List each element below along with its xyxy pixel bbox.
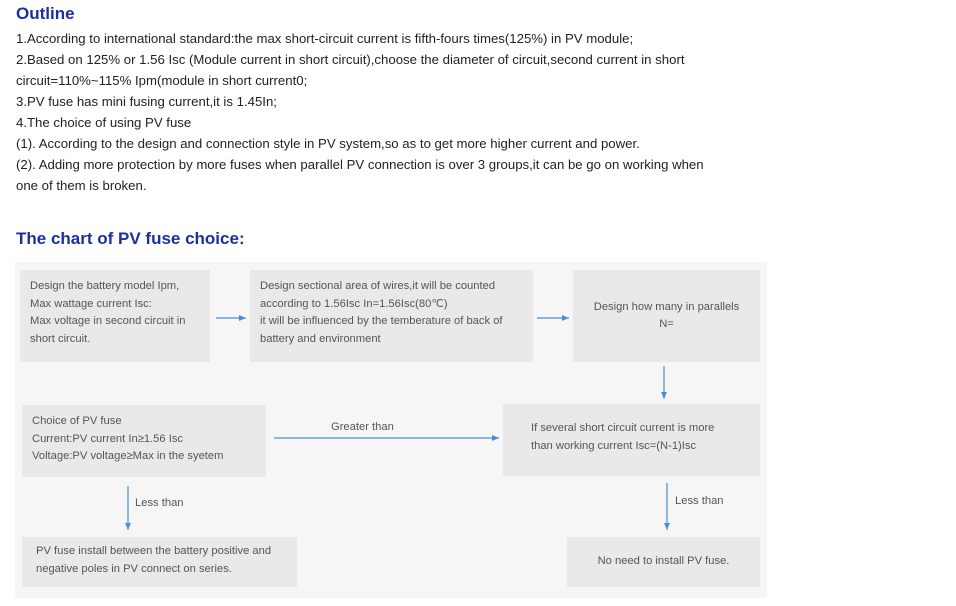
box-wires-line: battery and environment (260, 332, 381, 345)
box-battery-line: Max wattage current Isc: (30, 297, 152, 310)
label-less-than-left: Less than (135, 497, 184, 509)
chart-title: The chart of PV fuse choice: (16, 229, 245, 248)
outline-title: Outline (16, 4, 75, 23)
box-battery-line: Design the battery model Ipm, (30, 280, 180, 292)
outline-line: 3.PV fuse has mini fusing current,it is 1.45In; (16, 94, 277, 109)
box-parallels-line: N= (659, 318, 674, 330)
box-no-need-line: No need to install PV fuse. (597, 555, 730, 568)
outline-line: one of them is broken. (16, 178, 147, 193)
label-less-than-right: Less than (675, 495, 724, 507)
box-wires-line: Design sectional area of wires,it will be counted (260, 280, 496, 292)
box-choice-line: Voltage:PV voltage≥Max in the syetem (32, 450, 224, 462)
box-short-circuit-line: If several short circuit current is more (531, 422, 715, 434)
outline-line: (2). Adding more protection by more fuses when parallel PV connection is over 3 groups,it can be go on working when (16, 157, 704, 172)
outline-line: (1). According to the design and connection style in PV system,so as to get more higher current and power. (16, 136, 640, 151)
outline-line: 1.According to international standard:the max short-circuit current is fifth-fours times(125%) in PV module; (16, 31, 634, 46)
box-wires-line: it will be influenced by the temberature of back of (260, 315, 503, 327)
box-battery-line: Max voltage in second circuit in (30, 315, 186, 327)
box-install-line: negative poles in PV connect on series. (36, 562, 232, 575)
outline-line: circuit=110%~115% Ipm(module in short current0; (16, 73, 308, 88)
box-choice-line: Choice of PV fuse (32, 415, 122, 427)
outline-line: 4.The choice of using PV fuse (16, 115, 192, 130)
box-short-circuit-line: than working current Isc=(N-1)Isc (531, 439, 697, 452)
box-install-line: PV fuse install between the battery positive and (36, 545, 272, 557)
box-choice-line: Current:PV current In≥1.56 Isc (32, 432, 184, 445)
outline-line: 2.Based on 125% or 1.56 Isc (Module current in short circuit),choose the diameter of circuit,second current in short (16, 52, 685, 67)
box-wires-line: according to 1.56Isc In=1.56Isc(80℃) (260, 297, 448, 310)
box-battery-line: short circuit. (30, 332, 91, 345)
box-parallels-line: Design how many in parallels (593, 300, 740, 313)
label-greater-than: Greater than (331, 421, 394, 433)
